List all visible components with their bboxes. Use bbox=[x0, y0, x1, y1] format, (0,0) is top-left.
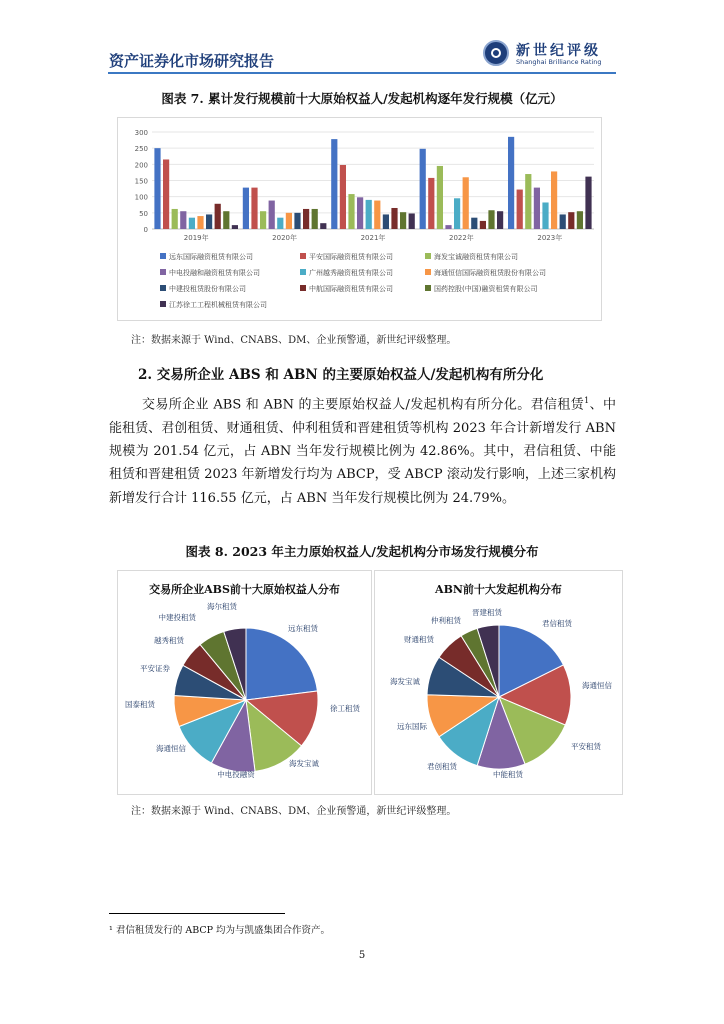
bar bbox=[508, 137, 514, 229]
bar bbox=[340, 165, 346, 229]
bar bbox=[269, 201, 275, 229]
bar bbox=[277, 218, 283, 229]
bar bbox=[163, 159, 169, 229]
bar bbox=[437, 166, 443, 229]
legend-swatch bbox=[160, 269, 166, 275]
pie-slice-label: 远东租赁 bbox=[288, 624, 318, 633]
y-tick-label: 0 bbox=[143, 226, 148, 234]
y-tick-label: 150 bbox=[134, 177, 148, 186]
legend-label: 海通恒信国际融资租赁股份有限公司 bbox=[434, 269, 546, 277]
bar bbox=[294, 213, 300, 229]
page-number: 5 bbox=[358, 950, 366, 961]
pie-slice-label: 中能租赁 bbox=[493, 770, 523, 779]
pie-slice-label: 平安租赁 bbox=[571, 742, 601, 751]
header-rule bbox=[108, 72, 616, 74]
y-tick-label: 300 bbox=[134, 129, 148, 137]
pie-slice-label: 财通租赁 bbox=[404, 635, 434, 644]
y-tick-label: 50 bbox=[139, 209, 148, 218]
y-tick-label: 250 bbox=[134, 145, 148, 154]
bar bbox=[517, 190, 523, 229]
legend-label: 中航国际融资租赁有限公司 bbox=[309, 285, 393, 293]
x-tick-label: 2022年 bbox=[448, 234, 474, 242]
bar bbox=[568, 212, 574, 229]
bar bbox=[560, 214, 566, 229]
footnote-rule bbox=[109, 913, 285, 914]
bar bbox=[577, 211, 583, 229]
pie-slice-label: 君信租赁 bbox=[542, 619, 572, 628]
legend-label: 远东国际融资租赁有限公司 bbox=[169, 253, 253, 261]
bar bbox=[400, 212, 406, 229]
bar bbox=[348, 194, 354, 229]
bar bbox=[428, 178, 434, 229]
legend-swatch bbox=[425, 269, 431, 275]
bar bbox=[189, 218, 195, 229]
abs-pie-frame bbox=[117, 570, 372, 795]
figure7-caption: 图表 7. 累计发行规模前十大原始权益人/发起机构逐年发行规模（亿元） bbox=[161, 91, 563, 106]
bar bbox=[357, 197, 363, 229]
legend-swatch bbox=[160, 253, 166, 259]
bar bbox=[303, 209, 309, 229]
legend-swatch bbox=[425, 253, 431, 259]
bar bbox=[286, 213, 292, 229]
legend-swatch bbox=[425, 285, 431, 291]
x-tick-label: 2020年 bbox=[272, 234, 298, 242]
pie-slice-label: 海尔租赁 bbox=[207, 602, 237, 611]
report-title: 资产证券化市场研究报告 bbox=[109, 52, 275, 70]
bar bbox=[534, 188, 540, 229]
abs-pie-chart bbox=[118, 571, 371, 794]
bar bbox=[488, 210, 494, 229]
pie-slice-label: 远东国际 bbox=[397, 722, 427, 731]
bar bbox=[260, 211, 266, 229]
bar bbox=[215, 204, 221, 229]
bar bbox=[172, 209, 178, 229]
pie-slice-label: 越秀租赁 bbox=[154, 636, 184, 645]
legend-swatch bbox=[300, 269, 306, 275]
pie-slice-label: 国泰租赁 bbox=[125, 700, 155, 709]
bar bbox=[154, 148, 160, 229]
brand-logo-icon bbox=[483, 40, 509, 66]
bar bbox=[480, 221, 486, 229]
pie-slice-label: 海发宝诚 bbox=[390, 677, 420, 686]
legend-label: 中建投租赁股份有限公司 bbox=[169, 285, 246, 293]
paragraph-part2: 、中能租赁、君创租赁、财通租赁、仲利租赁和晋建租赁等机构 2023 年合计新增发行 ABN 规模为 201.54 亿元，占 ABN 当年发行规模比例为 42.86%。其中，君信租赁、中能租赁和晋建租赁 2023 年新增发行均为 ABCP，受 ABCP 滚动发行影响，上述三家机构新增发行合计 116.55 亿元，占 ABN 当年发行规模比例为 24.79%。 bbox=[109, 397, 616, 506]
bar bbox=[383, 214, 389, 229]
bar bbox=[391, 208, 397, 229]
legend-label: 平安国际融资租赁有限公司 bbox=[309, 253, 393, 261]
bar bbox=[206, 214, 212, 229]
footnote-ref: 1 bbox=[584, 396, 590, 405]
legend-swatch bbox=[160, 301, 166, 307]
bar bbox=[497, 211, 503, 229]
y-tick-label: 200 bbox=[134, 161, 148, 170]
figure7-chart-frame bbox=[117, 117, 602, 321]
legend-label: 中电投融和融资租赁有限公司 bbox=[169, 269, 260, 277]
abs-pie-title: 交易所企业ABS前十大原始权益人分布 bbox=[149, 583, 340, 596]
bar bbox=[542, 202, 548, 229]
pie-slice-label: 中建投租赁 bbox=[158, 613, 196, 622]
footnote: ¹ 君信租赁发行的 ABCP 均为与凯盛集团合作资产。 bbox=[109, 925, 331, 936]
bar bbox=[471, 218, 477, 229]
pie-slice bbox=[246, 628, 317, 700]
bar bbox=[312, 209, 318, 229]
legend-label: 江苏徐工工程机械租赁有限公司 bbox=[169, 301, 267, 309]
bar bbox=[551, 171, 557, 229]
x-tick-label: 2019年 bbox=[183, 234, 209, 242]
figure8-caption: 图表 8. 2023 年主力原始权益人/发起机构分市场发行规模分布 bbox=[185, 544, 539, 559]
bar bbox=[366, 200, 372, 229]
figure8-note: 注：数据来源于 Wind、CNABS、DM、企业预警通，新世纪评级整理。 bbox=[131, 806, 457, 817]
bar bbox=[445, 225, 451, 229]
x-tick-label: 2023年 bbox=[537, 234, 563, 242]
brand-name-en: Shanghai Brilliance Rating bbox=[516, 58, 602, 66]
body-paragraph bbox=[109, 389, 616, 510]
bar bbox=[463, 177, 469, 229]
bar bbox=[320, 223, 326, 229]
legend-label: 国药控股(中国)融资租赁有限公司 bbox=[434, 285, 538, 293]
pie-slice-label: 晋建租赁 bbox=[472, 608, 502, 617]
bar bbox=[409, 213, 415, 229]
paragraph-part1: 交易所企业 ABS 和 ABN 的主要原始权益人/发起机构有所分化。君信租赁 bbox=[142, 397, 585, 413]
abn-pie-title: ABN前十大发起机构分布 bbox=[435, 583, 562, 596]
bar bbox=[331, 139, 337, 229]
bar bbox=[374, 201, 380, 229]
y-tick-label: 100 bbox=[134, 193, 148, 202]
bar bbox=[525, 174, 531, 229]
brand-name: 新世纪评级 bbox=[516, 43, 601, 59]
pie-slice-label: 海通恒信 bbox=[156, 744, 186, 753]
bar bbox=[243, 188, 249, 229]
pie-slice-label: 海发宝诚 bbox=[289, 759, 319, 768]
bar bbox=[197, 216, 203, 229]
bar bbox=[454, 198, 460, 229]
figure7-note: 注：数据来源于 Wind、CNABS、DM、企业预警通，新世纪评级整理。 bbox=[131, 335, 457, 346]
pie-slice-label: 平安证券 bbox=[140, 664, 170, 673]
legend-label: 海发宝诚融资租赁有限公司 bbox=[434, 253, 518, 261]
abn-pie-chart bbox=[375, 571, 622, 794]
bar bbox=[251, 188, 257, 229]
bar bbox=[180, 211, 186, 229]
pie-slice-label: 中电投融资 bbox=[217, 770, 255, 779]
bar bbox=[223, 211, 229, 229]
legend-label: 广州越秀融资租赁有限公司 bbox=[309, 269, 393, 277]
bar bbox=[232, 225, 238, 229]
abn-pie-frame bbox=[374, 570, 623, 795]
legend-swatch bbox=[300, 253, 306, 259]
bar-chart bbox=[118, 118, 601, 320]
pie-slice-label: 君创租赁 bbox=[427, 762, 457, 771]
legend-swatch bbox=[300, 285, 306, 291]
bar bbox=[585, 177, 591, 229]
pie-slice-label: 仲利租赁 bbox=[431, 616, 461, 625]
pie-slice-label: 海通恒信 bbox=[582, 681, 612, 690]
x-tick-label: 2021年 bbox=[360, 234, 386, 242]
legend-swatch bbox=[160, 285, 166, 291]
bar bbox=[420, 149, 426, 229]
section-heading: 2. 交易所企业 ABS 和 ABN 的主要原始权益人/发起机构有所分化 bbox=[138, 367, 544, 383]
pie-slice-label: 徐工租赁 bbox=[330, 704, 360, 713]
